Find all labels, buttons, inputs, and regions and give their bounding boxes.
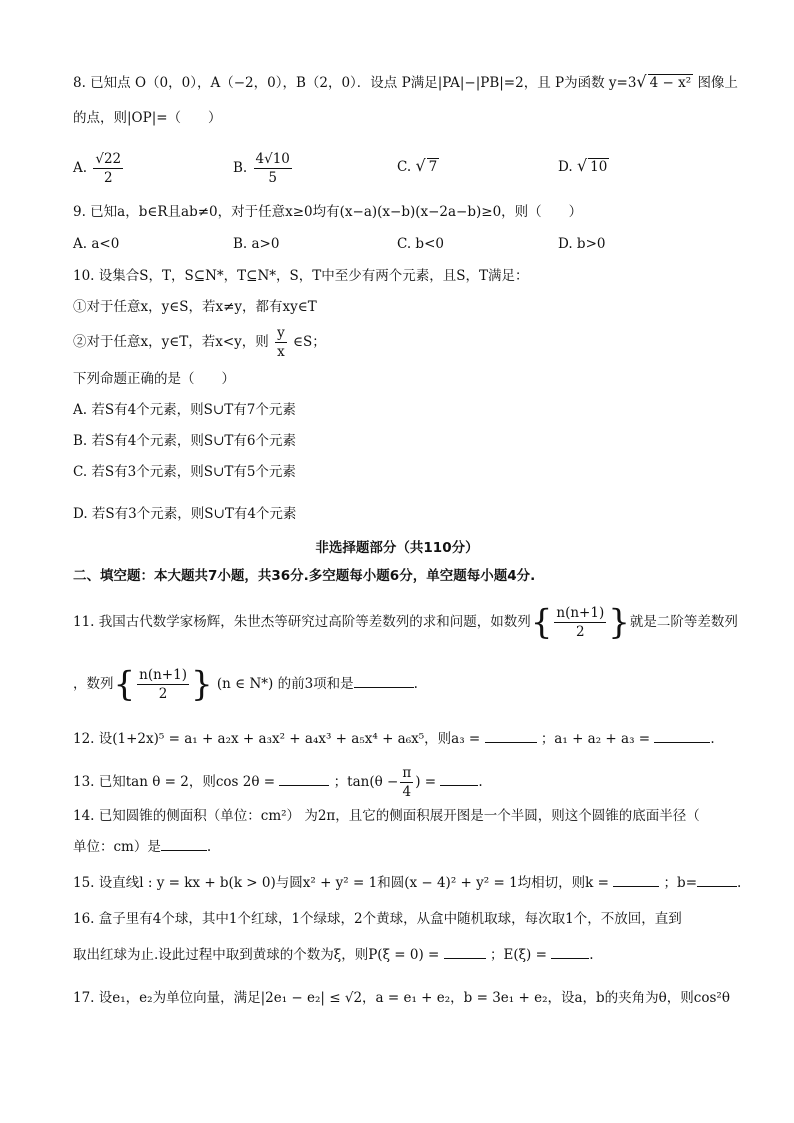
q11-frac-2 — [137, 666, 189, 703]
q15-text-a: 15. 设直线l : y = kx + b(k > 0)与圆x² + y² = 1和圆(x − 4)² + y² = 1均相切，则k = — [73, 875, 609, 891]
q13-pi-num: π — [402, 765, 412, 781]
q8-option-c — [397, 156, 439, 177]
answer-blank[interactable] — [551, 944, 589, 959]
q9-option-d: D. b>0 — [558, 236, 606, 252]
q8-option-a — [73, 150, 125, 187]
radical-sign: √ — [636, 72, 647, 91]
q13-text-c: ) = — [415, 774, 437, 790]
q13-line — [73, 762, 483, 802]
answer-blank[interactable] — [613, 872, 659, 887]
q14-line2 — [73, 836, 211, 857]
q10-condition-2 — [73, 324, 326, 361]
q8-option-a-label: A. — [73, 160, 88, 176]
q13-pi-frac — [400, 764, 413, 801]
q10-stem: 10. 设集合S，T，S⊆N*，T⊆N*，S，T中至少有两个元素，且S，T满足： — [73, 268, 529, 284]
q13-pi-den: 4 — [402, 784, 412, 800]
q8-option-a-den: 2 — [103, 170, 113, 186]
q11-line2 — [73, 662, 418, 707]
left-brace: { — [530, 602, 553, 643]
q10-option-c: C. 若S有3个元素，则S∪T有5个元素 — [73, 464, 296, 480]
q8-option-b-label: B. — [233, 160, 248, 176]
q10-condition-2-b: ∈S； — [293, 334, 326, 350]
q11-frac-1 — [554, 604, 606, 641]
section-heading: 二、填空题：本大题共7小题，共36分.多空题每小题6分，单空题每小题4分. — [73, 568, 536, 584]
q11-frac-2-num: n(n+1) — [139, 667, 187, 683]
q13-text-b: ；tan(θ − — [333, 774, 399, 790]
answer-blank[interactable] — [485, 728, 537, 743]
left-brace: { — [113, 664, 136, 705]
q16-line1: 16. 盒子里有4个球，其中1个红球，1个绿球，2个黄球，从盒中随机取球，每次取1个，不放回，直到 — [73, 911, 682, 927]
q12-text-a: 12. 设(1+2x)⁵ = a₁ + a₂x + a₃x² + a₄x³ + a₅x⁴ + a₆x⁵，则a₃ = — [73, 731, 481, 747]
q13-text-a: 13. 已知tan θ = 2，则cos 2θ = — [73, 774, 276, 790]
q11-line2-b: (n ∈ N*) — [216, 676, 274, 692]
q12-line — [73, 728, 715, 749]
q17-line: 17. 设e₁，e₂为单位向量，满足|2e₁ − e₂| ≤ √2，a = e₁ + e₂，b = 3e₁ + e₂，设a，b的夹角为θ，则cos²θ — [73, 990, 730, 1006]
q8-func-prefix: y=3 — [608, 75, 637, 91]
q8-option-d-label: D. — [558, 159, 573, 175]
q8-option-b-den: 5 — [268, 170, 277, 186]
q9-option-a: A. a<0 — [73, 236, 120, 252]
q8-option-b — [233, 150, 294, 187]
q11-frac-2-den: 2 — [158, 686, 168, 702]
q10-option-b: B. 若S有4个元素，则S∪T有6个元素 — [73, 433, 296, 449]
q16-end: . — [589, 947, 594, 963]
right-brace: } — [608, 602, 630, 643]
answer-blank[interactable] — [161, 836, 207, 851]
q8-stem-a: 8. 已知点 — [73, 75, 131, 91]
answer-blank[interactable] — [654, 728, 710, 743]
q14-end: . — [206, 839, 212, 855]
radical-sign: √ — [415, 156, 426, 175]
q8-option-b-num: 4√10 — [255, 151, 290, 167]
q11-frac-1-num: n(n+1) — [556, 605, 605, 621]
q10-prompt: 下列命题正确的是（ ） — [73, 371, 235, 387]
q9-stem: 9. 已知a，b∈R且ab≠0，对于任意x≥0均有(x−a)(x−b)(x−2a−b)≥0，则（ ） — [73, 204, 583, 220]
q8-line2: 的点，则|OP|=（ ） — [73, 110, 222, 126]
section-title: 非选择题部分（共110分） — [315, 540, 479, 556]
q9-option-c: C. b<0 — [397, 236, 444, 252]
q8-stem-d: P为函数 — [555, 75, 605, 91]
q9-option-b: B. a>0 — [233, 236, 280, 252]
q10-condition-2-a: ②对于任意x，y∈T，若x<y，则 — [73, 334, 269, 350]
q10-condition-2-den: x — [277, 344, 285, 360]
q8-option-d — [558, 156, 609, 177]
q15-line — [73, 872, 741, 893]
q16-line2 — [73, 944, 594, 965]
q8-option-c-val: 7 — [428, 159, 438, 175]
q11-stem-b: 就是二阶等差数列 — [629, 614, 738, 630]
q16-line2-a: 取出红球为止.设此过程中取到黄球的个数为ξ，则P(ξ = 0) = — [73, 947, 440, 963]
q11-line2-a: ，数列 — [73, 676, 114, 692]
q12-text-b: ；a₁ + a₂ + a₃ = — [540, 731, 651, 747]
q8-line1 — [73, 72, 738, 93]
q8-option-c-label: C. — [397, 159, 412, 175]
answer-blank[interactable] — [354, 673, 414, 688]
radical-sign: √ — [576, 156, 588, 175]
answer-blank[interactable] — [279, 771, 329, 786]
q10-option-d: D. 若S有3个元素，则S∪T有4个元素 — [73, 506, 297, 522]
q14-line1: 14. 已知圆锥的侧面积（单位：cm²） 为2π，且它的侧面积展开图是一个半圆，则这个圆锥的底面半径（ — [73, 808, 700, 824]
q10-condition-1: ①对于任意x，y∈S，若x≠y，都有xy∈T — [73, 299, 317, 315]
right-brace: } — [190, 664, 213, 705]
q15-text-b: ；b= — [663, 875, 698, 891]
q13-end: . — [478, 774, 483, 790]
q11-line1 — [73, 600, 738, 645]
q8-option-a-num: √22 — [95, 151, 122, 167]
q10-condition-2-num: y — [277, 325, 285, 341]
q8-option-a-frac — [93, 150, 123, 187]
q8-stem-e: 图像上 — [697, 75, 738, 91]
q8-option-d-val: 10 — [590, 159, 608, 175]
q10-option-a: A. 若S有4个元素，则S∪T有7个元素 — [73, 402, 296, 418]
q11-stem-a: 11. 我国古代数学家杨辉，朱世杰等研究过高阶等差数列的求和问题，如数列 — [73, 614, 531, 630]
answer-blank[interactable] — [440, 771, 478, 786]
q10-condition-2-frac — [275, 324, 287, 361]
q8-func-radicand: 4 − x² — [649, 75, 692, 91]
q8-stem-b: O（0，0），A（−2，0），B（2，0）．设点 — [134, 75, 398, 91]
answer-blank[interactable] — [697, 872, 737, 887]
q8-stem-c: P满足|PA|−|PB|=2，且 — [401, 75, 551, 91]
q14-line2-a: 单位：cm）是 — [73, 839, 161, 855]
q11-end: . — [413, 676, 418, 692]
q11-frac-1-den: 2 — [576, 624, 585, 640]
q16-line2-b: ；E(ξ) = — [489, 947, 547, 963]
q11-line2-c: 的前3项和是 — [277, 676, 354, 692]
answer-blank[interactable] — [444, 944, 486, 959]
q12-end: . — [710, 731, 715, 747]
q15-end: . — [737, 875, 742, 891]
q8-option-b-frac — [254, 150, 292, 187]
